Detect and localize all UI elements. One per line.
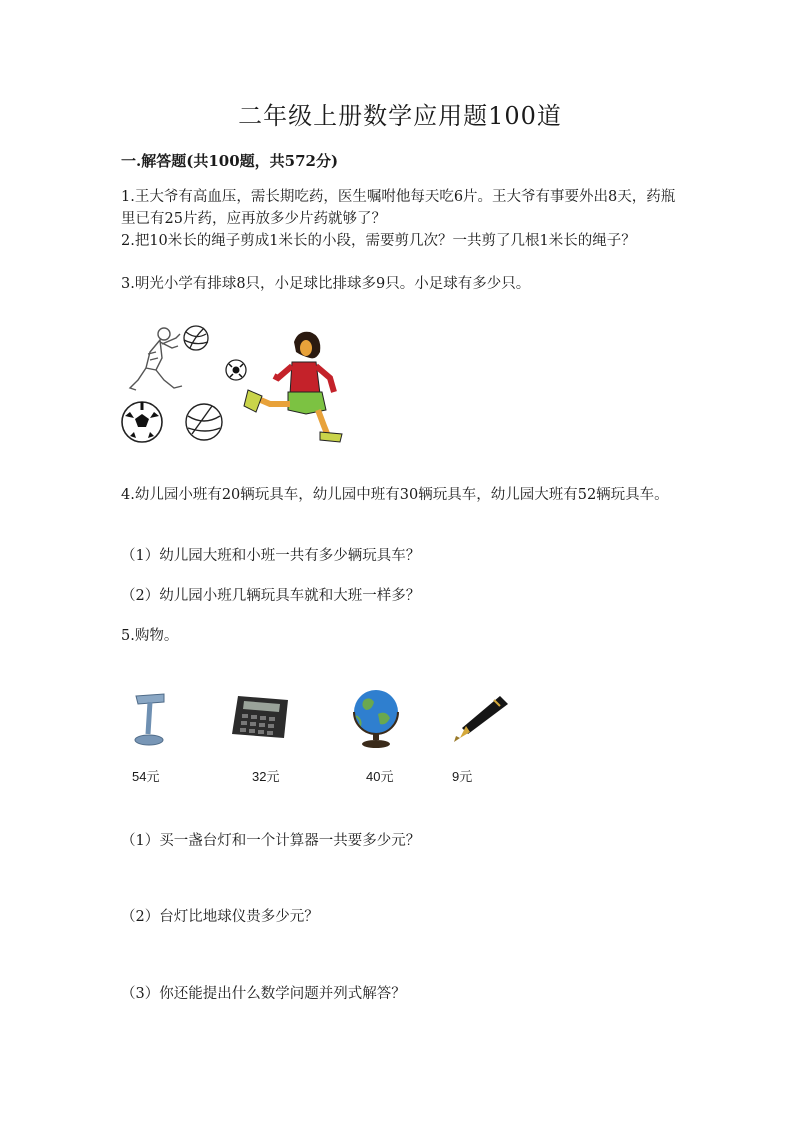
question-2: 2.把10米长的绳子剪成1米长的小段，需要剪几次？一共剪了几根1米长的绳子？ (121, 233, 636, 249)
question-4-part-2: （2）幼儿园小班几辆玩具车就和大班一样多？ (121, 588, 421, 604)
pen-icon (450, 694, 510, 744)
question-4: 4.幼儿园小班有20辆玩具车，幼儿园中班有30辆玩具车，幼儿园大班有52辆玩具车。 (121, 487, 669, 503)
question-4-part-1: （1）幼儿园大班和小班一共有多少辆玩具车？ (121, 548, 421, 564)
desk-lamp-icon (130, 690, 170, 748)
question-5: 5.购物。 (121, 628, 179, 644)
price-desk-lamp: 54元 (132, 769, 160, 784)
volleyball-icon-bottom (186, 404, 222, 440)
volleyball-icon-top (184, 326, 208, 350)
calculator-icon (230, 692, 292, 742)
question-5-part-2: （2）台灯比地球仪贵多少元？ (121, 909, 319, 925)
section-heading: 一.解答题(共100题，共572分) (121, 152, 339, 170)
question-1: 1.王大爷有高血压，需长期吃药，医生嘱咐他每天吃6片。王大爷有事要外出8天，药瓶里已有25片药，应再放多少片药就够了？ (121, 189, 676, 227)
question-3: 3.明光小学有排球8只，小足球比排球多9只。小足球有多少只。 (121, 276, 531, 292)
sports-illustration (116, 322, 352, 448)
small-soccer-ball-icon (226, 360, 246, 380)
question-5-part-1: （1）买一盏台灯和一个计算器一共要多少元？ (121, 833, 421, 849)
page-title: 二年级上册数学应用题100道 (238, 102, 562, 130)
price-calculator: 32元 (252, 769, 280, 784)
large-soccer-ball-icon (122, 402, 162, 442)
soccer-kicker-figure (244, 332, 342, 442)
question-5-part-3: （3）你还能提出什么数学问题并列式解答？ (121, 986, 406, 1002)
globe-icon (348, 686, 404, 750)
price-pen: 9元 (452, 769, 473, 784)
volleyball-player-figure (130, 328, 182, 390)
price-globe: 40元 (366, 769, 394, 784)
goods-row (118, 686, 538, 786)
